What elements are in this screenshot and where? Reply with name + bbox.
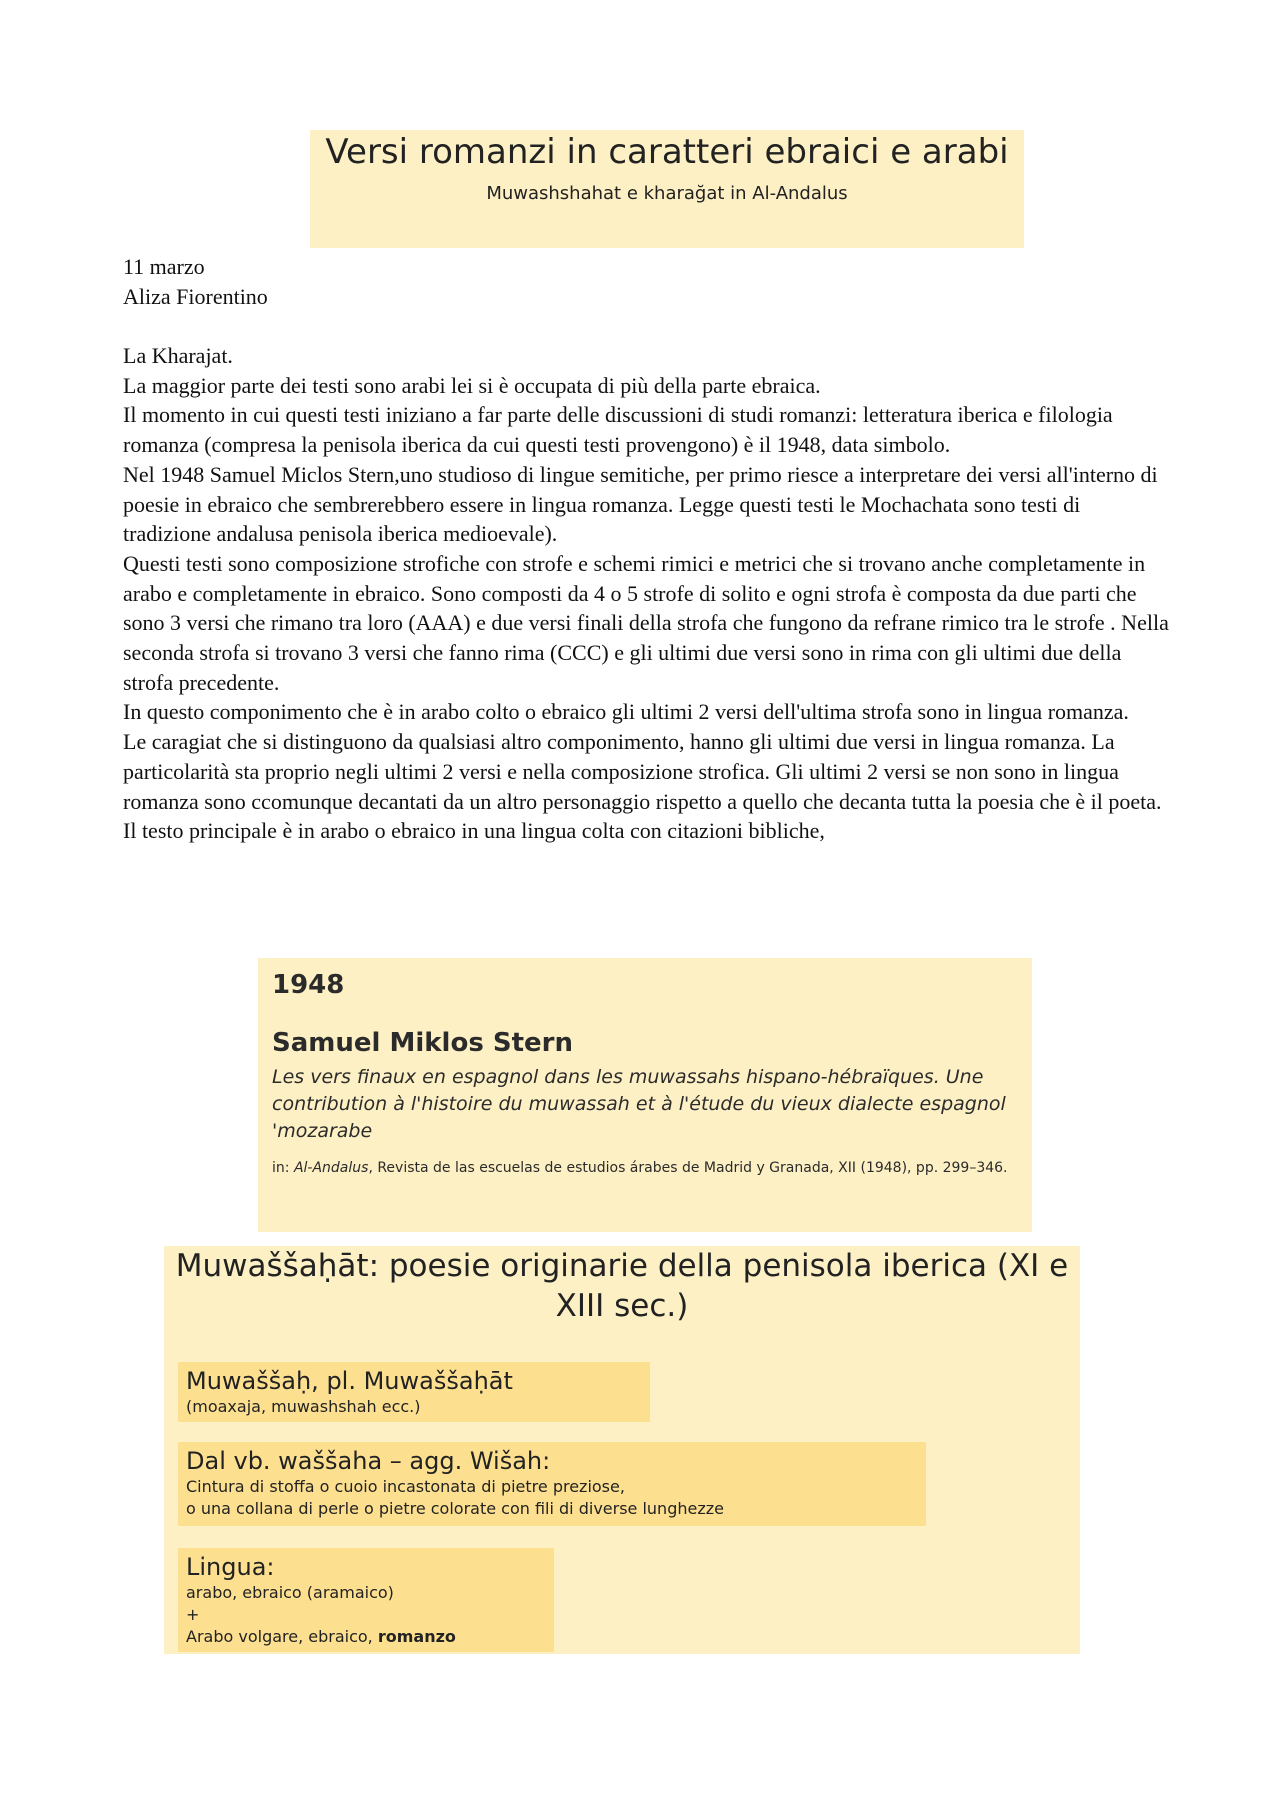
language-line bbox=[186, 1626, 546, 1648]
paragraph: Il momento in cui questi testi iniziano a far parte delle discussioni di studi romanzi: letteratura iberica e filologia romanza (compresa la penisola iberica da cui questi testi provengono) è il 1948, data simbolo. bbox=[123, 402, 1113, 458]
slide-source bbox=[272, 1158, 1022, 1179]
slide-year: 1948 bbox=[272, 970, 345, 1000]
slide-heading: Muwaššaḥāt: poesie originarie della penisola iberica (XI e XIII sec.) bbox=[175, 1248, 1069, 1324]
term-box bbox=[178, 1362, 650, 1422]
language-line: arabo, ebraico (aramaico) bbox=[186, 1583, 394, 1602]
paragraph: In questo componimento che è in arabo colto o ebraico gli ultimi 2 versi dell'ultima strofa sono in lingua romanza. bbox=[123, 699, 1129, 725]
source-journal: Al-Andalus bbox=[293, 1160, 369, 1176]
paragraph: Il testo principale è in arabo o ebraico in una lingua colta con citazioni bibliche, bbox=[123, 818, 825, 844]
lecture-date: 11 marzo bbox=[123, 254, 205, 279]
term-desc: (moaxaja, muwashshah ecc.) bbox=[186, 1397, 421, 1416]
stern-slide-image bbox=[258, 958, 1032, 1232]
etymology-line: o una collana di perle o pietre colorate con fili di diverse lunghezze bbox=[186, 1499, 724, 1518]
language-box bbox=[178, 1548, 554, 1652]
term-title: Muwaššaḥ, pl. Muwaššaḥāt bbox=[186, 1367, 513, 1395]
title-slide-image bbox=[310, 130, 1024, 248]
paragraph: La Kharajat. bbox=[123, 343, 233, 368]
language-bold: romanzo bbox=[377, 1627, 456, 1646]
paragraph: Questi testi sono composizione strofiche con strofe e schemi rimici e metrici che si trovano anche completamente in arabo e completamente in ebraico. Sono composti da 4 o 5 strofe di solito e ogni strofa è composta da due parti che sono 3 versi che rimano tra loro (AAA) e due versi finali della strofa che fungono da refrane rimico tra le strofe . Nella seconda strofa si trovano 3 versi che fanno rima (CCC) e gli ultimi due versi sono in rima con gli ultimi due della strofa precedente. bbox=[123, 550, 1169, 695]
lecture-author: Aliza Fiorentino bbox=[123, 284, 268, 309]
language-prefix: Arabo volgare, ebraico, bbox=[186, 1627, 378, 1646]
paragraph: La maggior parte dei testi sono arabi lei si è occupata di più della parte ebraica. bbox=[123, 372, 821, 398]
source-details: , Revista de las escuelas de estudios árabes de Madrid y Granada, XII (1948), pp. 299–346. bbox=[368, 1160, 1008, 1176]
language-line: + bbox=[186, 1605, 200, 1624]
etymology-title: Dal vb. waššaha – agg. Wišah: bbox=[186, 1447, 551, 1475]
etymology-box bbox=[178, 1442, 926, 1526]
paragraph: Le caragiat che si distinguono da qualsiasi altro componimento, hanno gli ultimi due versi in lingua romanza. La particolarità sta proprio negli ultimi 2 versi e nella composizione strofica. Gli ultimi 2 versi se non sono in lingua romanza sono ccomunque decantati da un altro personaggio rispetto a quello che decanta tutta la poesia che è il poeta. bbox=[123, 729, 1162, 814]
paragraph: Nel 1948 Samuel Miclos Stern,uno studioso di lingue semitiche, per primo riesce a interpretare dei versi all'interno di poesie in ebraico che sembrerebbero essere in lingua romanza. Legge questi testi le Mochachata sono testi di tradizione andalusa penisola iberica medioevale). bbox=[123, 461, 1158, 547]
slide-work-title: Les vers finaux en espagnol dans les muwassahs hispano-hébraïques. Une contribution à l'histoire du muwassah et à l'étude du vieux dialecte espagnol 'mozarabe bbox=[272, 1066, 1006, 1142]
muwassahat-slide-image bbox=[164, 1246, 1080, 1654]
slide-subtitle: Muwashshahat e kharağat in Al-Andalus bbox=[486, 183, 848, 204]
slide-title: Versi romanzi in caratteri ebraici e arabi bbox=[325, 132, 1009, 172]
document-body bbox=[123, 341, 1173, 846]
etymology-line: Cintura di stoffa o cuoio incastonata di pietre preziose, bbox=[186, 1477, 625, 1496]
slide-author: Samuel Miklos Stern bbox=[272, 1028, 573, 1058]
source-prefix: in: bbox=[272, 1160, 294, 1176]
document-meta bbox=[123, 252, 268, 312]
language-title: Lingua: bbox=[186, 1553, 275, 1581]
